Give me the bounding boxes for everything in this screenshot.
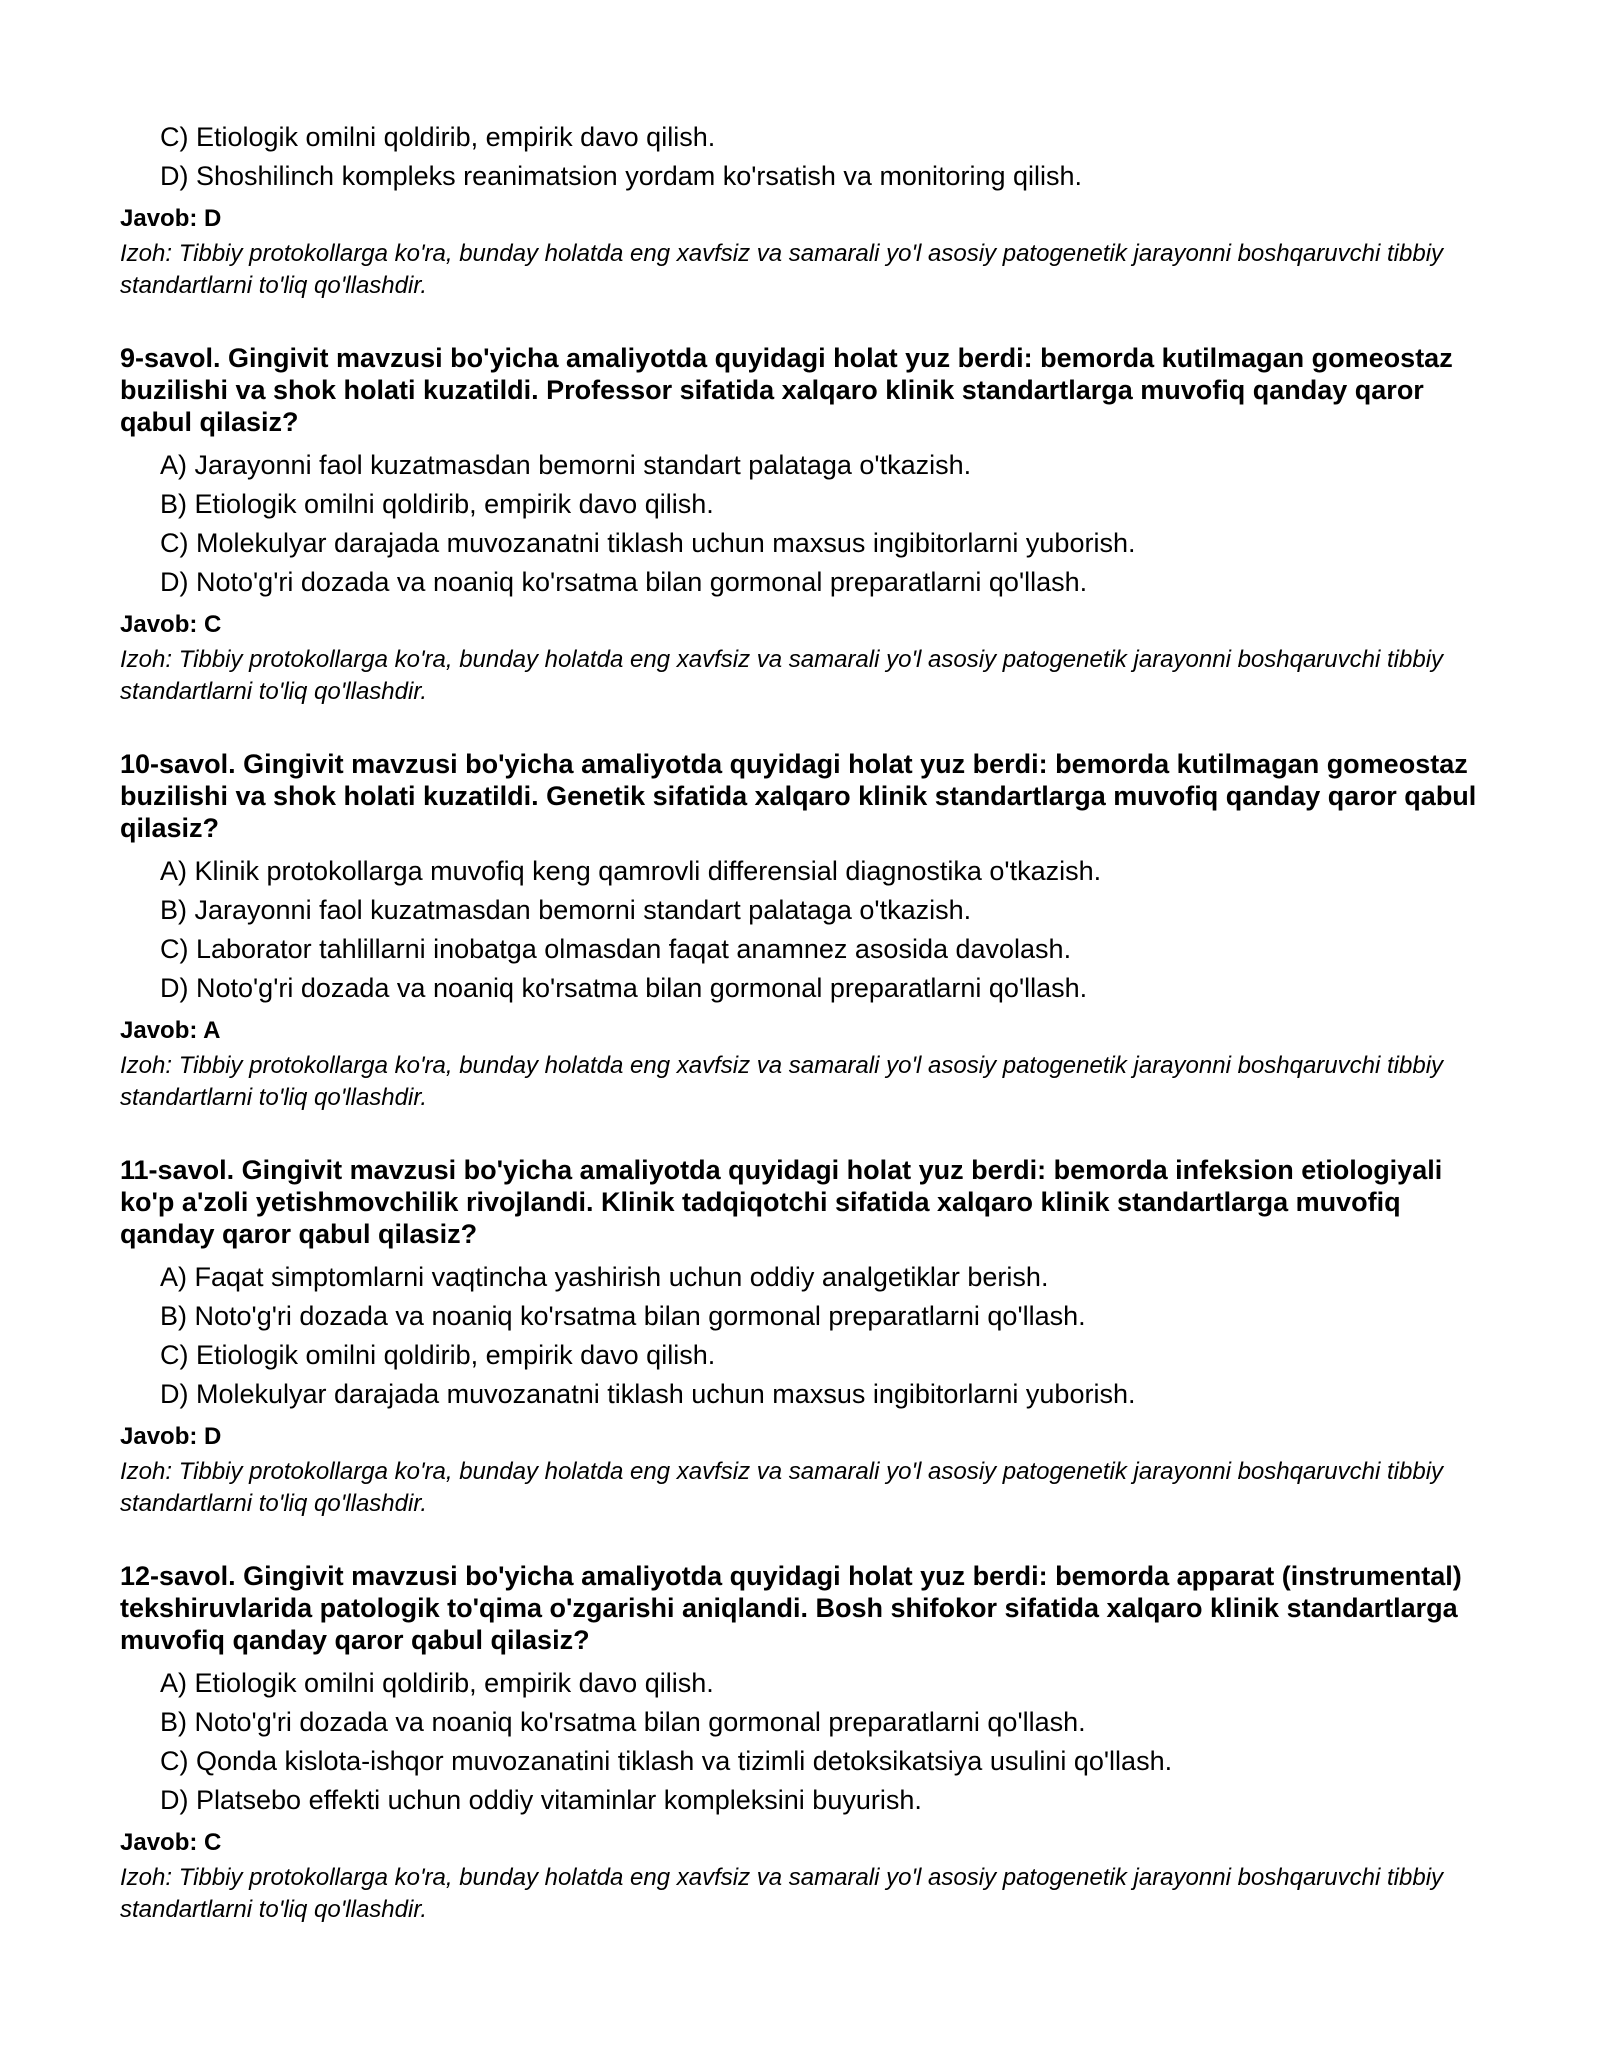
question-10 bbox=[120, 748, 1480, 1114]
option-d: D) Noto'g'ri dozada va noaniq ko'rsatma bilan gormonal preparatlarni qo'llash. bbox=[160, 567, 1088, 597]
explanation: Izoh: Tibbiy protokollarga ko'ra, bunday holatda eng xavfsiz va samarali yo'l asosiy patogenetik jarayonni boshqaruvchi tibbiy standartlarni to'liq qo'llashdir. bbox=[120, 240, 1444, 299]
answer: Javob: D bbox=[120, 205, 222, 232]
answer: Javob: A bbox=[120, 1017, 221, 1044]
question-text: 10-savol. Gingivit mavzusi bo'yicha amaliyotda quyidagi holat yuz berdi: bemorda kutilmagan gomeostaz buzilishi va shok holati kuzatildi. Genetik sifatida xalqaro klinik standartlarga muvofiq qanday qaror qabul qilasiz? bbox=[120, 749, 1477, 843]
option-c: C) Etiologik omilni qoldirib, empirik davo qilish. bbox=[160, 122, 716, 152]
option-c: C) Molekulyar darajada muvozanatni tiklash uchun maxsus ingibitorlarni yuborish. bbox=[160, 528, 1136, 558]
question-text: 9-savol. Gingivit mavzusi bo'yicha amaliyotda quyidagi holat yuz berdi: bemorda kutilmagan gomeostaz buzilishi va shok holati kuzatildi. Professor sifatida xalqaro klinik standartlarga muvofiq qanday qaror qabul qilasiz? bbox=[120, 343, 1453, 437]
option-a: A) Jarayonni faol kuzatmasdan bemorni standart palataga o'tkazish. bbox=[160, 450, 972, 480]
explanation: Izoh: Tibbiy protokollarga ko'ra, bunday holatda eng xavfsiz va samarali yo'l asosiy patogenetik jarayonni boshqaruvchi tibbiy standartlarni to'liq qo'llashdir. bbox=[120, 1052, 1444, 1111]
explanation: Izoh: Tibbiy protokollarga ko'ra, bunday holatda eng xavfsiz va samarali yo'l asosiy patogenetik jarayonni boshqaruvchi tibbiy standartlarni to'liq qo'llashdir. bbox=[120, 1864, 1444, 1923]
option-d: D) Noto'g'ri dozada va noaniq ko'rsatma bilan gormonal preparatlarni qo'llash. bbox=[160, 973, 1088, 1003]
option-c: C) Etiologik omilni qoldirib, empirik davo qilish. bbox=[160, 1340, 716, 1370]
option-c: C) Qonda kislota-ishqor muvozanatini tiklash va tizimli detoksikatsiya usulini qo'llash. bbox=[160, 1746, 1173, 1776]
answer: Javob: C bbox=[120, 1829, 222, 1856]
option-d: D) Molekulyar darajada muvozanatni tiklash uchun maxsus ingibitorlarni yuborish. bbox=[160, 1379, 1136, 1409]
option-d: D) Shoshilinch kompleks reanimatsion yordam ko'rsatish va monitoring qilish. bbox=[160, 161, 1083, 191]
answer: Javob: C bbox=[120, 611, 222, 638]
question-9 bbox=[120, 342, 1480, 708]
option-b: B) Noto'g'ri dozada va noaniq ko'rsatma bilan gormonal preparatlarni qo'llash. bbox=[160, 1301, 1086, 1331]
option-b: B) Noto'g'ri dozada va noaniq ko'rsatma bilan gormonal preparatlarni qo'llash. bbox=[160, 1707, 1086, 1737]
question-text: 11-savol. Gingivit mavzusi bo'yicha amaliyotda quyidagi holat yuz berdi: bemorda infeksion etiologiyali ko'p a'zoli yetishmovchilik rivojlandi. Klinik tadqiqotchi sifatida xalqaro klinik standartlarga muvofiq qanday qaror qabul qilasiz? bbox=[120, 1155, 1443, 1249]
option-d: D) Platsebo effekti uchun oddiy vitaminlar kompleksini buyurish. bbox=[160, 1785, 922, 1815]
explanation: Izoh: Tibbiy protokollarga ko'ra, bunday holatda eng xavfsiz va samarali yo'l asosiy patogenetik jarayonni boshqaruvchi tibbiy standartlarni to'liq qo'llashdir. bbox=[120, 646, 1444, 705]
option-b: B) Jarayonni faol kuzatmasdan bemorni standart palataga o'tkazish. bbox=[160, 895, 972, 925]
option-c: C) Laborator tahlillarni inobatga olmasdan faqat anamnez asosida davolash. bbox=[160, 934, 1072, 964]
question-12 bbox=[120, 1560, 1480, 1926]
option-a: A) Klinik protokollarga muvofiq keng qamrovli differensial diagnostika o'tkazish. bbox=[160, 856, 1102, 886]
option-a: A) Faqat simptomlarni vaqtincha yashirish uchun oddiy analgetiklar berish. bbox=[160, 1262, 1049, 1292]
explanation: Izoh: Tibbiy protokollarga ko'ra, bunday holatda eng xavfsiz va samarali yo'l asosiy patogenetik jarayonni boshqaruvchi tibbiy standartlarni to'liq qo'llashdir. bbox=[120, 1458, 1444, 1517]
answer: Javob: D bbox=[120, 1423, 222, 1450]
carryover-block bbox=[120, 118, 1480, 302]
question-text: 12-savol. Gingivit mavzusi bo'yicha amaliyotda quyidagi holat yuz berdi: bemorda apparat (instrumental) tekshiruvlarida patologik to'qima o'zgarishi aniqlandi. Bosh shifokor sifatida xalqaro klinik standartlarga muvofiq qanday qaror qabul qilasiz? bbox=[120, 1561, 1462, 1655]
option-b: B) Etiologik omilni qoldirib, empirik davo qilish. bbox=[160, 489, 714, 519]
option-a: A) Etiologik omilni qoldirib, empirik davo qilish. bbox=[160, 1668, 714, 1698]
question-11 bbox=[120, 1154, 1480, 1520]
